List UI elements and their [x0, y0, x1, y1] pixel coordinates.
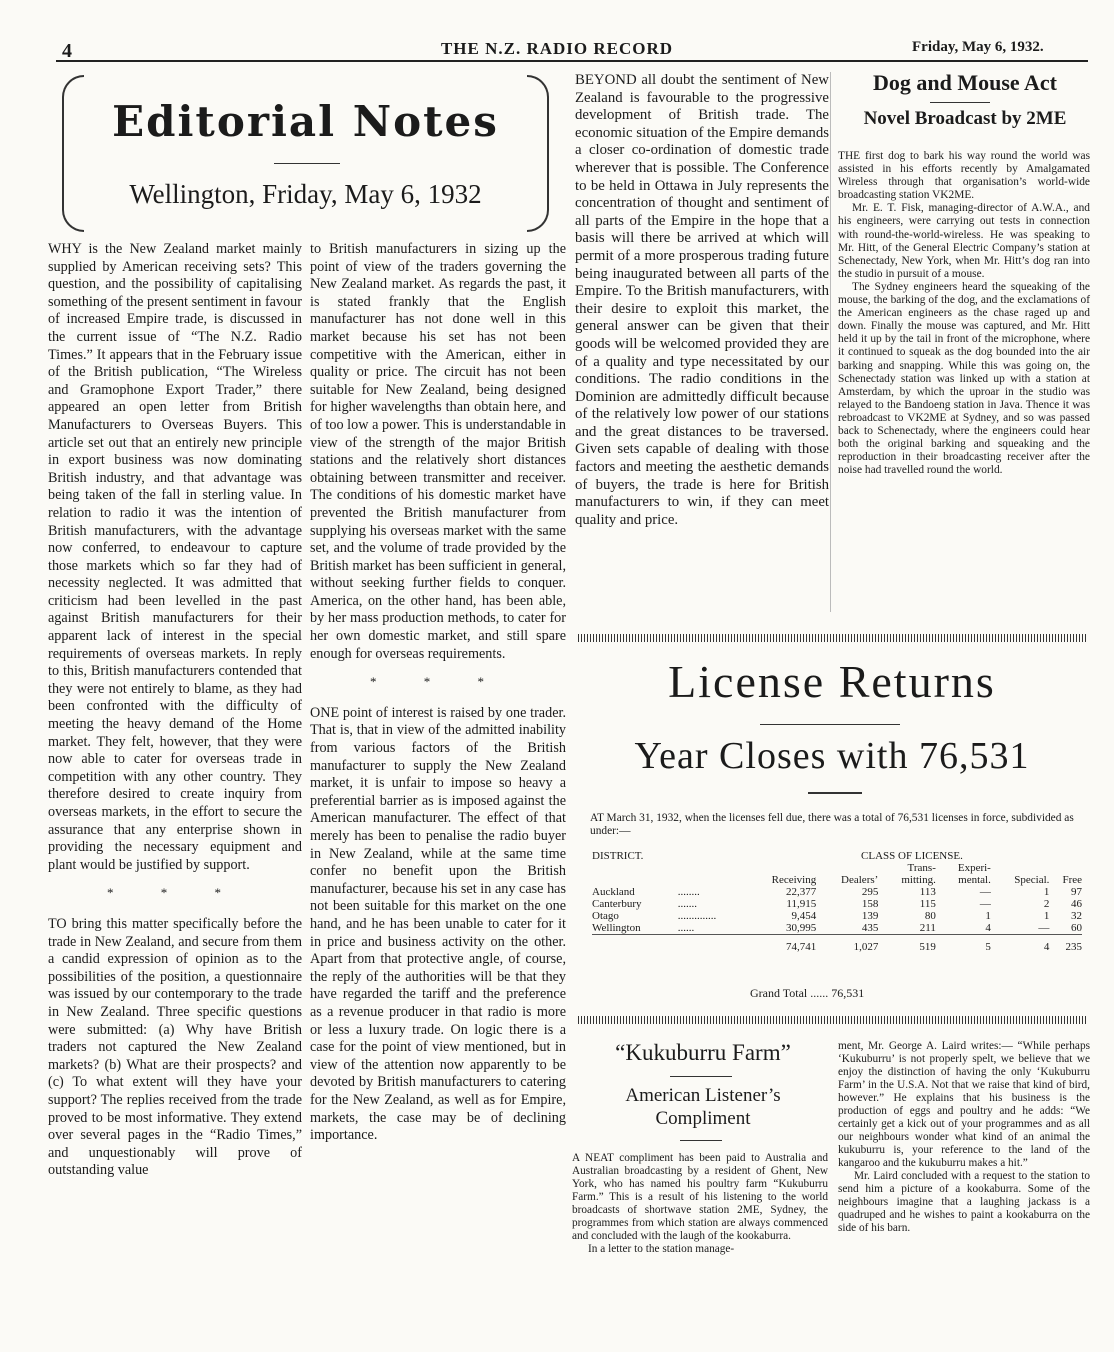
article-paragraph: A NEAT compliment has been paid to Australia and Australian broadcasting by a resident of Ghent, New York, who has named his poultry farm “Kukuburru Farm.” This is a result of his listening to the world broadcasts of shortwave station 2ME, Sydney, the programmes from which station are always commenced and concluded with the laugh of the kookaburra. — [572, 1152, 828, 1242]
editorial-paragraph: TO bring this matter specifically before the trade in New Zealand, and secure from them a candid expression of opinion as to the possibilities of the position, a questionnaire was issued by our contemporary to the trade in New Zealand. Three specific questions were submitted: (a) Why have British traders not captured the New Zealand markets? (b) What are their prospects? and (c) To what extent will they have your support? The replies received from the trade proved to be most informative. They extend over several pages in the “Radio Times,” and unquestionably will prove of outstanding value — [48, 915, 302, 1179]
editorial-subheading: Wellington, Friday, May 6, 1932 — [129, 179, 482, 209]
column-header — [742, 862, 816, 874]
kukuburru-title-rule — [670, 1076, 732, 1077]
district-label: DISTRICT. — [592, 850, 644, 862]
transmitting-cell: 115 — [919, 898, 936, 910]
column-header: Special. — [1014, 874, 1050, 886]
kukuburru-article-right — [838, 1040, 1090, 1235]
column-header — [1049, 862, 1082, 874]
dealers-cell: 158 — [861, 898, 879, 910]
leader-dots: ........ — [677, 886, 700, 898]
editorial-paragraph: ONE point of interest is raised by one trader. That is, that in view of the admitted inability from various factors of the British manufacturer to supply the New Zealand market, it is unfair to impose so heavy a preferential barrier as is imposed against the American manufacturer. The effect of that merely has been to penalise the radio buyer in New Zealand, while at the same time confer no benefit upon the British manufacturer, because his set in any case has not been suitable for this market on the one hand, and he has been unable to cater for it in price and business activity on the other. Apart from that protective angle, of course, the reply of the authorities will be that they have regarded the tariff and the preference as a revenue producer in that radio is more or less a luxury trade. On logic there is a case for the point of view mentioned, but in view of the attention now apparently to be devoted by British manufacturers to catering for the New Zealand, as well as for Empire, markets, the case may be of declining importance. — [310, 704, 566, 1144]
column-divider — [830, 72, 831, 612]
publication-title: THE N.Z. RADIO RECORD — [440, 39, 674, 58]
hatched-divider — [578, 1016, 1086, 1024]
license-returns-title: License Returns — [668, 656, 996, 707]
editorial-column-2 — [310, 241, 566, 1145]
column-header — [816, 862, 878, 874]
editorial-heading-box — [62, 75, 549, 232]
transmitting-cell: 113 — [919, 886, 936, 898]
district-cell: Auckland — [592, 886, 635, 898]
table-header-row — [592, 862, 1082, 874]
total-cell: 74,741 — [742, 935, 816, 954]
receiving-cell: 30,995 — [785, 922, 817, 934]
kukuburru-title: “Kukuburru Farm” — [615, 1040, 791, 1065]
table-row — [592, 922, 1082, 935]
free-cell: 60 — [1071, 922, 1082, 934]
license-title-rule — [760, 724, 900, 725]
table-row — [592, 898, 1082, 910]
special-cell: — — [1038, 922, 1050, 934]
column-header: Trans- — [907, 862, 936, 874]
article-paragraph: Mr. Laird concluded with a request to the station to send him a picture of a kookaburra. Some of the neighbours imagine that a laughing jackass is a quadruped and he wishes to paint a kookaburra on the side of his barn. — [838, 1170, 1090, 1234]
grand-total — [750, 986, 864, 1001]
section-separator-stars: * * * — [370, 674, 506, 690]
editorial-paragraph: to British manufacturers in sizing up the point of view of the traders governing the New Zealand market. As regards the past, it is stated frankly that the English manufacturer has not done well in this market because his set has not been competitive with the American, either in quality or price. The circuit has not been suitable for New Zealand, being designed for higher wavelengths than obtain here, and of too low a power. This is understandable in view of the strength of the major British stations and the relatively short distances obtaining between transmitter and receiver. The conditions of his domestic market have prevented the British manufacturer from supplying his overseas market with the same set, and the volume of trade provided by the British market has been sufficient in general, without seeking further fields to conquer. America, on the other hand, has been able, by her mass production methods, to cater for her own domestic market, and still spare enough for overseas requirements. — [310, 241, 566, 662]
editorial-heading: Editorial Notes — [112, 97, 499, 146]
grand-total-value: 76,531 — [831, 986, 865, 1000]
experimental-cell: — — [979, 898, 991, 910]
hatched-divider — [578, 634, 1086, 642]
license-returns-subtitle: Year Closes with 76,531 — [634, 735, 1030, 777]
editorial-column-3 — [575, 72, 829, 529]
district-cell: Wellington — [592, 922, 641, 934]
dealers-cell: 139 — [861, 910, 879, 922]
leader-dots: ...... — [677, 922, 695, 934]
column-header: Free — [1062, 874, 1082, 886]
table-header-row — [592, 850, 1082, 862]
article-paragraph: ment, Mr. George A. Laird writes:— “While perhaps ‘Kukuburru’ is not properly spelt, we believe that we enjoy the distinction of having the only ‘Kukuburru Farm’ in the U.S.A. Not that we raise that kind of bird, however.” He explains that his business is the production of eggs and poultry and he adds: “We certainly get a kick out of your programmes and as all our neighbours wonder what kind of an animal the kukuburru is, your reference to the land of the kangaroo and the kukuburru makes a hit.” — [838, 1040, 1090, 1169]
kukuburru-article-left — [572, 1152, 828, 1256]
district-cell: Canterbury — [592, 898, 642, 910]
issue-date: Friday, May 6, 1932. — [912, 39, 1044, 55]
dealers-cell: 435 — [861, 922, 879, 934]
editorial-column-1 — [48, 241, 302, 1180]
article-paragraph: THE first dog to bark his way round the world was assisted in his efforts recently by Amalgamated Wireless through that organisation’s world-wide broadcasting station VK2ME. — [838, 150, 1090, 202]
column-header — [991, 862, 1050, 874]
dog-mouse-title: Dog and Mouse Act — [873, 70, 1057, 95]
free-cell: 32 — [1071, 910, 1082, 922]
free-cell: 97 — [1071, 886, 1082, 898]
receiving-cell: 9,454 — [791, 910, 817, 922]
column-header: mitting. — [901, 874, 936, 886]
leader-dots: .............. — [677, 910, 717, 922]
transmitting-cell: 211 — [919, 922, 936, 934]
article-paragraph: In a letter to the station manage- — [588, 1243, 735, 1255]
total-cell: 235 — [1049, 935, 1082, 954]
kukuburru-subtitle: American Listener’s Compliment — [625, 1085, 781, 1129]
total-cell: 5 — [936, 935, 991, 954]
total-cell: 519 — [878, 935, 936, 954]
leader-dots: ....... — [677, 898, 697, 910]
class-label: CLASS OF LICENSE. — [861, 850, 963, 862]
editorial-paragraph: WHY is the New Zealand market mainly supplied by American receiving sets? This question, and the possibility of capitalising something of the present sentiment in favour of increased Empire trade, is discussed in the current issue of “The N.Z. Radio Times.” It appears that in the February issue of the British publication, “The Wireless and Gramophone Export Trader,” there appeared an open letter from British Manufacturers to Overseas Buyers. This article set out that an entirely new principle in export business was now dominating British industry, and that advantage was being taken of the fall in sterling value. In relation to radio it was the intention of British manufacturers, with the advantage now conferred, to endeavour to capture those markets which so far they had of necessity neglected. It was admitted that criticism had been levelled in the past against British manufacturers for their apparent lack of interest in the special requirements of overseas markets. In reply to this, British manufacturers contended that they were not entirely to blame, as they had been confronted with the difficulty of meeting the heavy demand of the Home market. They felt, however, that they were now able to cater for overseas trade in competition with any other country. They therefore desired to create inquiry from overseas markets, in the effort to secure the assurance that any enterprise shown in providing the necessary equipment and plant would be justified by support. — [48, 241, 302, 873]
kukuburru-subtitle-rule — [680, 1140, 722, 1141]
dog-mouse-article — [838, 150, 1090, 477]
grand-total-label: Grand Total ...... — [750, 986, 829, 1000]
total-cell: 1,027 — [816, 935, 878, 954]
license-subtitle-rule — [808, 792, 862, 794]
license-table — [592, 850, 1082, 953]
column-header: Dealers’ — [841, 874, 879, 886]
article-paragraph: The Sydney engineers heard the squeaking of the mouse, the barking of the dog, and the exclamations of the American engineers as the chase raged up and down. Finally the mouse was captured, and Mr. Hitt held it up by the tail in front of the microphone, where it continued to squeak as the dog bounded into the air barking and snapping. While this was going on, the Schenectady station was linked up with a station at Amsterdam, by which the uproar in the studio was relayed to the Bandoeng station in Java. Thence it was rebroadcast to VK2ME at Sydney, and so was passed back to Schenectady, where the engineers could hear both the original barking and squeaking and the reproduction in their broadcasting receiver after the noise had travelled round the world. — [838, 280, 1090, 477]
special-cell: 2 — [1043, 898, 1050, 910]
column-header: Experi- — [957, 862, 991, 874]
total-cell: 4 — [991, 935, 1050, 954]
district-cell: Otago — [592, 910, 619, 922]
experimental-cell: 4 — [985, 922, 991, 934]
column-header: Receiving — [771, 874, 817, 886]
column-header: mental. — [958, 874, 991, 886]
editorial-paragraph: BEYOND all doubt the sentiment of New Zealand is favourable to the progressive development of British trade. The economic situation of the Empire demands a closer co-ordination of domestic trade wherever that is possible. The Conference to be held in Ottawa in July represents the concentration of thought and sentiment of all parts of the Empire in the hope that a basis will there be arrived at which will permit of a more prosperous trading future being inaugurated between all parts of the Empire. To the British manufacturers, with their desire to exploit this market, the general answer can be given that their goods will be welcomed provided they are of a quality and type necessitated by our conditions. The radio conditions in the Dominion are admittedly difficult because of the relatively low power of our stations and the great distances to be traversed. Given sets capable of dealing with those factors and meeting the aesthetic demands of buyers, the trade is here for British manufacturers to win, if they can meet quality and price. — [575, 72, 829, 528]
dog-mouse-subtitle: Novel Broadcast by 2ME — [863, 108, 1067, 129]
special-cell: 1 — [1043, 910, 1050, 922]
transmitting-cell: 80 — [924, 910, 936, 922]
table-header-row — [592, 874, 1082, 886]
page-number: 4 — [62, 40, 72, 62]
article-paragraph: Mr. E. T. Fisk, managing-director of A.W.A., and his engineers, were carrying out tests in connection with round-the-world-wireless. He was speaking to Mr. Hitt, of the General Electric Company’s station at Schenectady, New York, when Mr. Hitt’s dog ran into the studio in pursuit of a mouse. — [838, 202, 1090, 280]
dealers-cell: 295 — [861, 886, 879, 898]
receiving-cell: 22,377 — [785, 886, 817, 898]
dog-mouse-rule — [930, 102, 990, 103]
table-row — [592, 886, 1082, 898]
table-row — [592, 910, 1082, 922]
special-cell: 1 — [1043, 886, 1050, 898]
editorial-heading-rule — [274, 163, 340, 164]
experimental-cell: 1 — [985, 910, 991, 922]
license-intro: AT March 31, 1932, when the licenses fell due, there was a total of 76,531 licenses in force, subdivided as under:— — [590, 812, 1074, 838]
experimental-cell: — — [979, 886, 991, 898]
totals-row — [592, 935, 1082, 954]
free-cell: 46 — [1071, 898, 1082, 910]
receiving-cell: 11,915 — [786, 898, 817, 910]
section-separator-stars: * * * — [107, 885, 243, 901]
header-rule — [56, 60, 1088, 62]
